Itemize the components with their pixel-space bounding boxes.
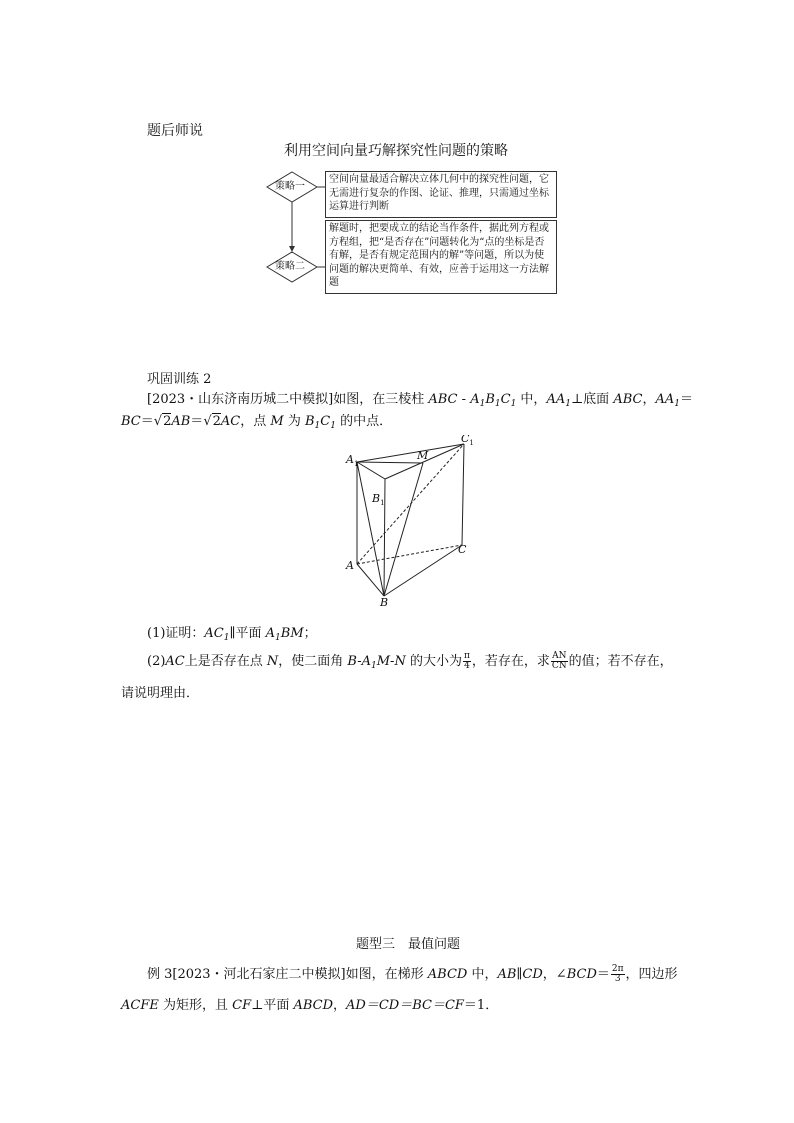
- example-3-line-2: [121, 994, 498, 1013]
- practice-line-1: [2023・山东济南历城二中模拟]如图，在三棱柱 ABC - $A_1B_1C_1$ 中，$AA_1\perp$底面 ABC，$AA_1=$: [147, 392, 693, 409]
- example-3-line-1: [147, 963, 678, 984]
- edge-A1C1: [357, 444, 464, 462]
- strategy-title: 利用空间向量巧解探究性问题的策略: [284, 143, 508, 159]
- text-fragment: ⊥平面: [251, 998, 294, 1013]
- text-fragment: ⊥底面: [570, 392, 614, 407]
- practice-source: [2023・山东济南历城二中模拟]: [147, 392, 334, 407]
- flow-arrow-head: [289, 246, 295, 252]
- text-fragment: ；: [303, 626, 317, 641]
- strategy-one-label: 策略一: [275, 181, 305, 192]
- math-acfe: ACFE: [121, 998, 159, 1013]
- strategy-two-box: [325, 220, 557, 294]
- question-2-line-2: 请说明理由．: [121, 686, 200, 701]
- math-ab-parallel-cd: AB∥CD: [497, 967, 543, 982]
- math-n: N: [266, 654, 279, 669]
- text-fragment: 的值；若不存在，: [568, 654, 673, 669]
- text-fragment: (1)证明：: [147, 626, 205, 641]
- strategy-one-text: 空间向量最适合解决立体几何中的探究性问题，它无需进行复杂的作图、论证、推理，只需通过坐标运算进行判断: [329, 174, 549, 212]
- text-fragment: 中，: [516, 392, 547, 407]
- text-fragment: 的中点．: [335, 414, 393, 429]
- sqrt-two: 2: [212, 414, 221, 429]
- text-fragment: ，∠: [542, 967, 567, 982]
- math-abcd: ABCD: [427, 967, 468, 982]
- edge-A1B1: [357, 462, 385, 479]
- fraction-pi-over-4: $\frac{\pi}{4}$: [463, 651, 470, 671]
- text-fragment: 上是否存在点: [184, 654, 267, 669]
- text-fragment: ∥平面: [229, 626, 266, 641]
- edge-BM: [384, 463, 423, 596]
- text-fragment: 如图，在三棱柱: [333, 392, 429, 407]
- math-abc: ABC: [428, 392, 458, 407]
- edge-AB: [357, 564, 384, 596]
- sqrt-two: 2: [163, 414, 172, 429]
- fraction-an-cn: $\frac{AN}{CN}$: [551, 651, 567, 671]
- type3-heading: 题型三 最值问题: [356, 937, 461, 952]
- practice-line-2: BC＝√2AB＝√2AC，点 M 为 $B_1C_1$ 的中点．: [121, 414, 393, 431]
- math-m: M: [270, 414, 284, 429]
- text-fragment: 为矩形，且: [158, 998, 233, 1013]
- question-1: (1)证明：$AC_1\parallel$平面 $A_1BM$；: [147, 626, 317, 643]
- label-C: C: [458, 543, 467, 556]
- prism-figure: [340, 435, 480, 607]
- label-B: B: [380, 596, 389, 607]
- fraction-2pi-over-3: $\frac{2\pi}{3}$: [611, 964, 624, 984]
- text-fragment: ，使二面角: [278, 654, 348, 669]
- strategy-two-text: 解题时，把要成立的结论当作条件，据此列方程或方程组，把“是否存在”问题转化为“点的坐标是否有解，是否有规定范围内的解”等问题，所以为使问题的解决更简单、有效，应善于运用这一方法解题: [329, 223, 549, 288]
- text-fragment: 为: [283, 414, 305, 429]
- text-fragment: ，若存在，求: [471, 654, 550, 669]
- text-fragment: ，点: [240, 414, 271, 429]
- math-bcd: BCD: [566, 967, 597, 982]
- label-M: M: [417, 449, 429, 462]
- label-A: A: [346, 559, 354, 572]
- math-bc: BC: [121, 414, 141, 429]
- edge-BB1: [384, 479, 385, 596]
- edge-AC-hidden: [357, 545, 462, 564]
- text-fragment: ＝: [679, 392, 693, 407]
- section-heading: 题后师说: [147, 123, 203, 139]
- math-ab: AB: [171, 414, 191, 429]
- math-abcd: ABCD: [293, 998, 334, 1013]
- strategy-one-box: [325, 171, 557, 218]
- text-fragment: ＝: [596, 967, 610, 982]
- question-2: (2)AC上是否存在点 N，使二面角 $B-A_1M-N$ 的大小为 $\frac{\pi}{4}$ ，若存在，求 $\frac{AN}{CN}$ 的值；若不存在，: [147, 651, 673, 671]
- text-fragment: ，四边形: [625, 967, 678, 982]
- dash: -: [457, 392, 471, 407]
- edge-BC: [384, 545, 462, 596]
- math-abc-base: ABC: [613, 392, 643, 407]
- label-A1: $A_1$: [346, 453, 359, 468]
- text-fragment: 中，: [467, 967, 498, 982]
- edge-CC1: [462, 444, 464, 545]
- text-fragment: ，: [642, 392, 656, 407]
- label-C1: $C_1$: [461, 435, 474, 447]
- practice-heading: 巩固训练 2: [147, 372, 212, 387]
- text-fragment: ，: [333, 998, 347, 1013]
- text-fragment: 例 3[2023・河北石家庄二中模拟]如图，在梯形: [147, 967, 428, 982]
- math-ac: AC: [165, 654, 185, 669]
- strategy-two-label: 策略二: [275, 261, 305, 272]
- text-fragment: ＝1．: [463, 998, 499, 1013]
- edge-A1M: [357, 462, 423, 463]
- text-fragment: 的大小为: [405, 654, 462, 669]
- math-cf: CF: [232, 998, 252, 1013]
- math-ac: AC: [220, 414, 241, 429]
- math-equal-lengths: AD＝CD＝BC＝CF: [346, 998, 464, 1013]
- label-B1: $B_1$: [372, 492, 385, 507]
- eq: ＝: [140, 414, 154, 429]
- edge-BA1: [357, 462, 384, 596]
- eq: ＝: [190, 414, 204, 429]
